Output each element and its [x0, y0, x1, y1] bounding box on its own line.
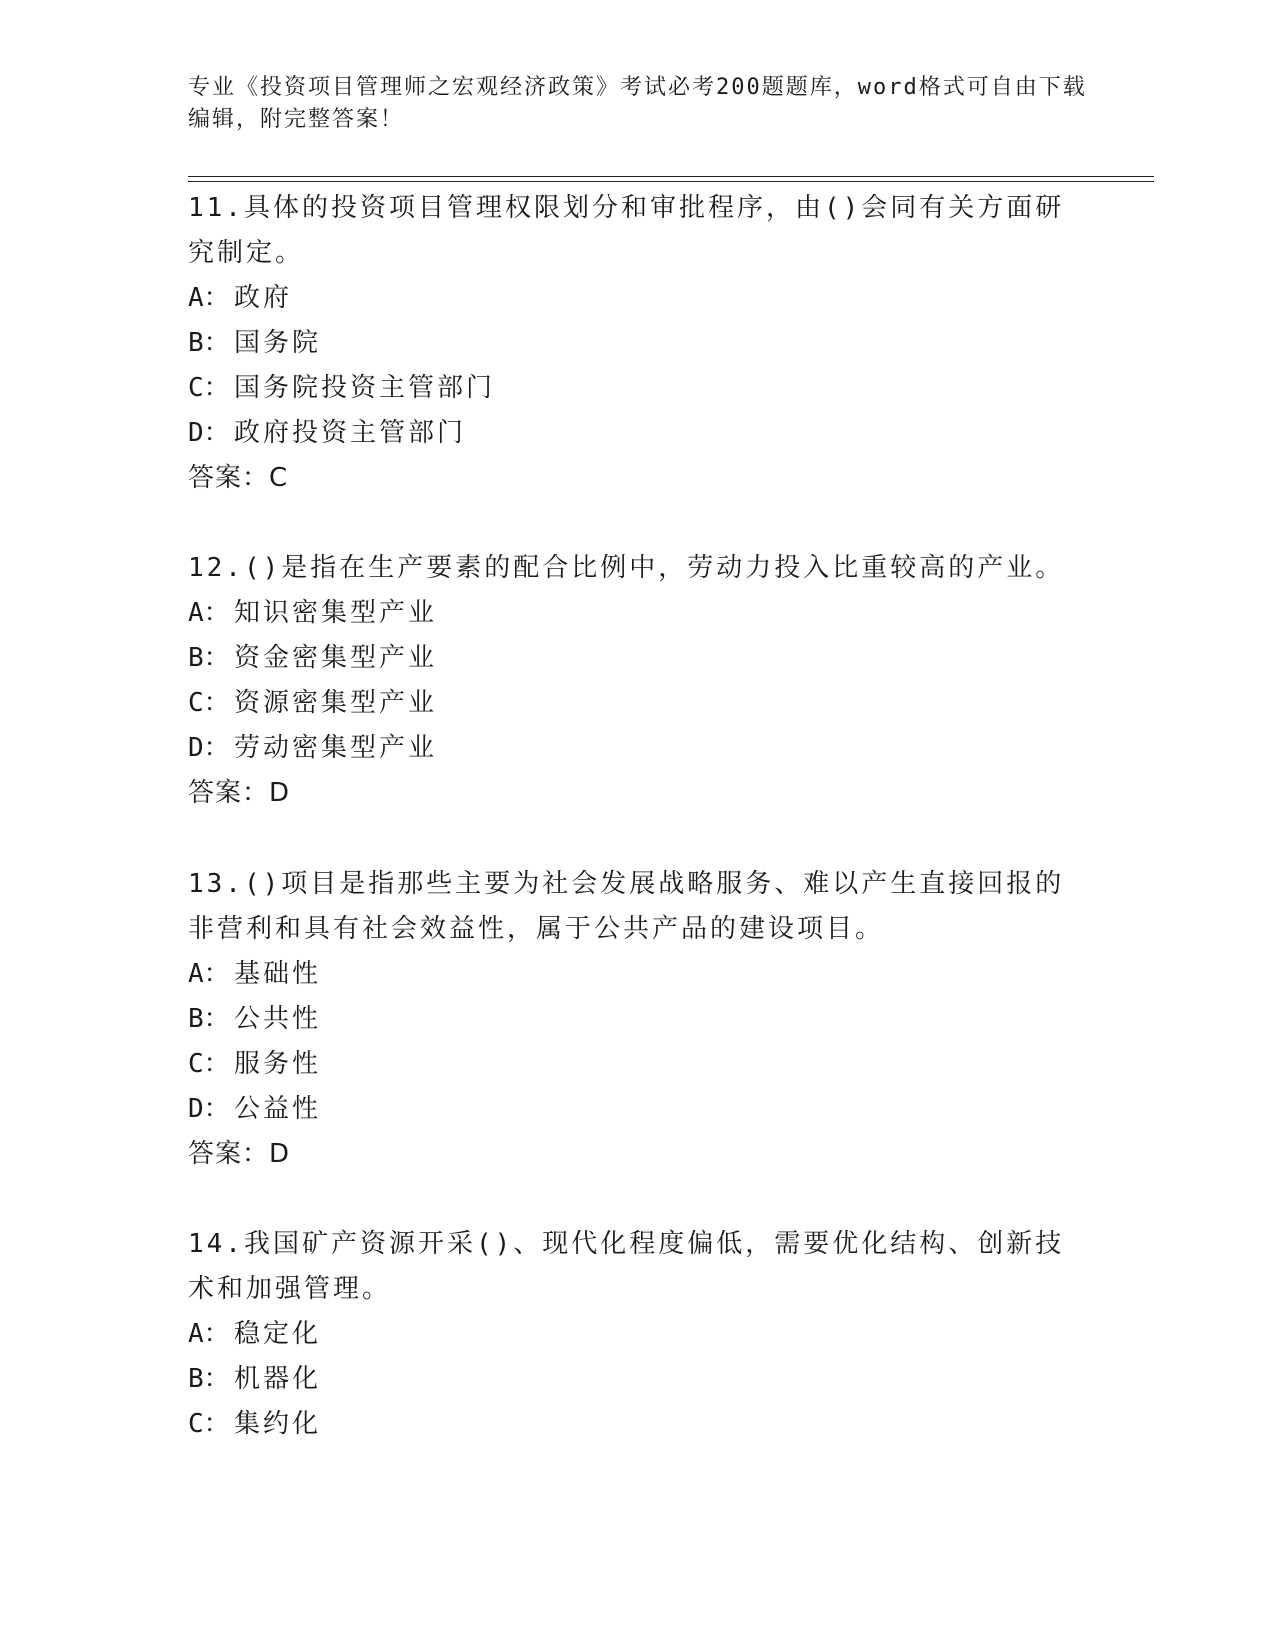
option-text: 公共性 [234, 1004, 322, 1034]
option-a [188, 1312, 1088, 1357]
option-letter: A： [188, 1319, 230, 1349]
option-letter: C： [188, 1049, 230, 1079]
header-divider [188, 176, 1154, 182]
option-text: 基础性 [234, 959, 322, 989]
option-text: 稳定化 [234, 1319, 322, 1349]
option-text: 公益性 [234, 1094, 322, 1124]
option-d [188, 411, 1088, 456]
answer-line: 答案：C [188, 463, 289, 493]
option-text: 集约化 [234, 1409, 322, 1439]
option-letter: B： [188, 328, 230, 358]
question-stem: 14.我国矿产资源开采()、现代化程度偏低，需要优化结构、创新技术和加强管理。 [188, 1229, 1065, 1304]
option-b [188, 321, 1088, 366]
question-stem: 12.()是指在生产要素的配合比例中，劳动力投入比重较高的产业。 [188, 553, 1065, 583]
option-text: 政府投资主管部门 [234, 418, 467, 448]
option-letter: D： [188, 1094, 230, 1124]
option-letter: C： [188, 688, 230, 718]
option-letter: B： [188, 643, 230, 673]
option-letter: D： [188, 733, 230, 763]
answer-line: 答案：D [188, 1139, 291, 1169]
question-14 [188, 1222, 1088, 1447]
page-header: 专业《投资项目管理师之宏观经济政策》考试必考200题题库，word格式可自由下载编辑，附完整答案！ [188, 75, 1087, 132]
option-text: 知识密集型产业 [234, 598, 438, 628]
option-text: 资金密集型产业 [234, 643, 438, 673]
option-b [188, 636, 1088, 681]
question-13 [188, 862, 1088, 1177]
option-letter: D： [188, 418, 230, 448]
option-letter: A： [188, 959, 230, 989]
question-stem: 13.()项目是指那些主要为社会发展战略服务、难以产生直接回报的非营利和具有社会效益性，属于公共产品的建设项目。 [188, 869, 1065, 944]
option-letter: B： [188, 1364, 230, 1394]
option-text: 国务院 [234, 328, 322, 358]
option-c [188, 1042, 1088, 1087]
option-a [188, 952, 1088, 997]
option-letter: A： [188, 598, 230, 628]
option-d [188, 1087, 1088, 1132]
option-c [188, 681, 1088, 726]
option-text: 国务院投资主管部门 [234, 373, 496, 403]
option-b [188, 997, 1088, 1042]
option-text: 机器化 [234, 1364, 322, 1394]
option-text: 服务性 [234, 1049, 322, 1079]
option-text: 劳动密集型产业 [234, 733, 438, 763]
option-a [188, 591, 1088, 636]
question-12 [188, 546, 1088, 816]
option-text: 政府 [234, 283, 293, 313]
option-b [188, 1357, 1088, 1402]
option-letter: C： [188, 1409, 230, 1439]
option-d [188, 726, 1088, 771]
question-stem: 11.具体的投资项目管理权限划分和审批程序，由()会同有关方面研究制定。 [188, 193, 1065, 268]
answer-line: 答案：D [188, 778, 291, 808]
option-a [188, 276, 1088, 321]
option-letter: A： [188, 283, 230, 313]
option-letter: B： [188, 1004, 230, 1034]
option-letter: C： [188, 373, 230, 403]
option-c [188, 366, 1088, 411]
question-11 [188, 186, 1088, 501]
option-c [188, 1402, 1088, 1447]
option-text: 资源密集型产业 [234, 688, 438, 718]
